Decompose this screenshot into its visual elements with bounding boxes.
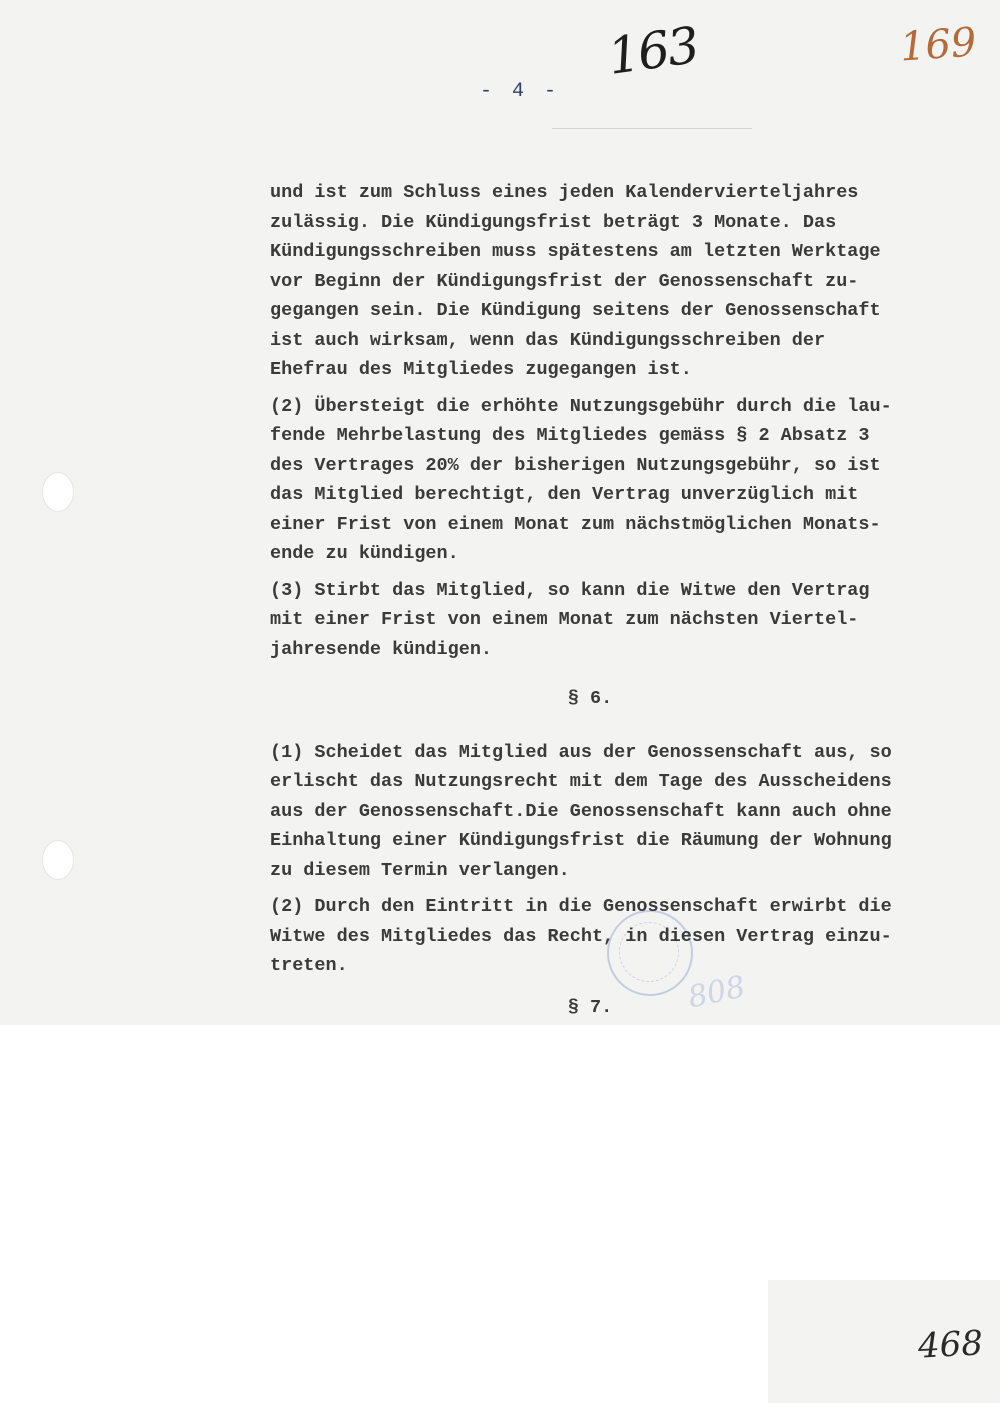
text-line: und ist zum Schluss eines jeden Kalendervierteljahres xyxy=(270,182,859,203)
handwritten-folio-number: 163 xyxy=(604,16,702,86)
text-line: aus der Genossenschaft.Die Genossenschaft kann auch ohne xyxy=(270,800,892,822)
text-line: treten. xyxy=(270,955,348,976)
paragraph-3 xyxy=(270,576,970,665)
handwritten-folio-number-red: 169 xyxy=(898,19,978,71)
handwritten-archive-number: 468 xyxy=(916,1323,984,1367)
punch-hole-upper xyxy=(42,472,74,512)
text-line: zu diesem Termin verlangen. xyxy=(270,859,570,881)
punch-hole-lower xyxy=(42,840,74,880)
section6-paragraph-2 xyxy=(270,892,970,981)
text-line: vor Beginn der Kündigungsfrist der Genossenschaft zu- xyxy=(270,270,859,292)
section-heading-7: § 7. xyxy=(567,996,613,1018)
text-line: fende Mehrbelastung des Mitgliedes gemäss § 2 Absatz 3 xyxy=(270,425,870,446)
text-line: jahresende kündigen. xyxy=(270,638,493,660)
paragraph-continued xyxy=(270,178,970,385)
text-line: ist auch wirksam, wenn das Kündigungsschreiben der xyxy=(270,329,826,351)
divider-mark xyxy=(552,128,752,129)
text-line: (2) Übersteigt die erhöhte Nutzungsgebühr durch die lau- xyxy=(270,395,892,417)
text-line: erlischt das Nutzungsrecht mit dem Tage des Ausscheidens xyxy=(270,771,892,792)
text-line: mit einer Frist von einem Monat zum nächsten Viertel- xyxy=(270,609,859,630)
page-number: - 4 - xyxy=(479,80,560,103)
stamp-number: 808 xyxy=(684,969,749,1016)
text-line: (1) Scheidet das Mitglied aus der Genossenschaft aus, so xyxy=(270,741,892,763)
document-body xyxy=(270,178,970,1025)
text-line: (2) Durch den Eintritt in die Genossenschaft erwirbt die xyxy=(270,896,892,917)
text-line: einer Frist von einem Monat zum nächstmöglichen Monats- xyxy=(270,513,881,535)
text-line: zulässig. Die Kündigungsfrist beträgt 3 Monate. Das xyxy=(270,211,837,233)
text-line: ende zu kündigen. xyxy=(270,543,459,564)
text-line: Witwe des Mitgliedes das Recht, in diesen Vertrag einzu- xyxy=(270,925,892,947)
section6-paragraph-1 xyxy=(270,738,970,886)
paragraph-2 xyxy=(270,392,970,569)
text-line: gegangen sein. Die Kündigung seitens der Genossenschaft xyxy=(270,300,881,321)
text-line: (3) Stirbt das Mitglied, so kann die Witwe den Vertrag xyxy=(270,579,870,601)
text-line: das Mitglied berechtigt, den Vertrag unverzüglich mit xyxy=(270,484,859,505)
text-line: Ehefrau des Mitgliedes zugegangen ist. xyxy=(270,359,692,380)
text-line: des Vertrages 20% der bisherigen Nutzungsgebühr, so ist xyxy=(270,454,881,476)
text-line: Einhaltung einer Kündigungsfrist die Räumung der Wohnung xyxy=(270,830,892,851)
section-heading-6: § 6. xyxy=(567,688,613,709)
text-line: Kündigungsschreiben muss spätestens am letzten Werktage xyxy=(270,241,881,262)
